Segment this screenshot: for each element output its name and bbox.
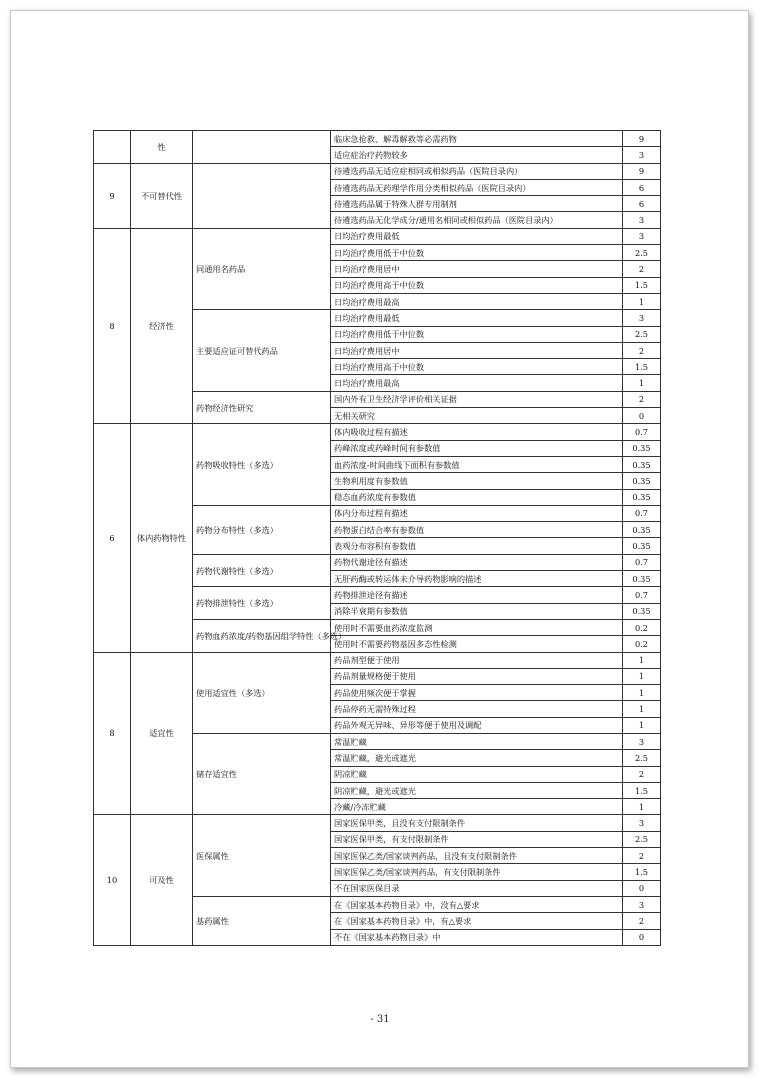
score-cell: 0.35 (623, 473, 661, 489)
score-cell: 1 (623, 375, 661, 391)
drug-evaluation-table (93, 130, 661, 946)
page-number: - 31 (370, 1014, 390, 1025)
criteria-cell: 常温贮藏，避光或遮光 (331, 750, 623, 766)
sub-indicator-cell (193, 163, 331, 228)
criteria-cell: 日均治疗费用最低 (331, 310, 623, 326)
criteria-cell: 药品外观无异味、异形等便于使用及调配 (331, 717, 623, 733)
indicator-cell: 经济性 (131, 228, 193, 424)
sub-indicator-cell: 医保属性 (193, 815, 331, 896)
weight-cell: 6 (94, 424, 131, 652)
criteria-cell: 日均治疗费用低于中位数 (331, 326, 623, 342)
indicator-cell: 适宜性 (131, 652, 193, 815)
score-cell: 0.35 (623, 538, 661, 554)
weight-cell: 8 (94, 652, 131, 815)
criteria-cell: 日均治疗费用居中 (331, 261, 623, 277)
score-cell: 3 (623, 147, 661, 163)
score-cell: 2.5 (623, 245, 661, 261)
score-cell: 6 (623, 196, 661, 212)
score-cell: 9 (623, 131, 661, 147)
criteria-cell: 不在《国家基本药物目录》中 (331, 929, 623, 945)
criteria-cell: 药品剂型便于使用 (331, 652, 623, 668)
criteria-cell: 国家医保甲类，有支付限制条件 (331, 831, 623, 847)
score-cell: 0 (623, 408, 661, 424)
score-cell: 1.5 (623, 359, 661, 375)
criteria-cell: 无相关研究 (331, 408, 623, 424)
score-cell: 3 (623, 896, 661, 912)
criteria-cell: 国家医保乙类/国家谈判药品，且没有支付限制条件 (331, 848, 623, 864)
score-cell: 2 (623, 391, 661, 407)
table-row (94, 131, 661, 147)
criteria-cell: 生物利用度有参数值 (331, 473, 623, 489)
indicator-cell: 体内药物特性 (131, 424, 193, 652)
table-row (94, 228, 661, 244)
score-cell: 0 (623, 929, 661, 945)
criteria-cell: 待遴选药品无药理学作用分类相似药品（医院目录内） (331, 179, 623, 195)
criteria-cell: 日均治疗费用高于中位数 (331, 277, 623, 293)
sub-indicator-cell: 药物代谢特性（多选） (193, 554, 331, 587)
criteria-cell: 待遴选药品无适应症相同或相似药品（医院目录内） (331, 163, 623, 179)
score-cell: 2 (623, 913, 661, 929)
score-cell: 2.5 (623, 750, 661, 766)
sub-indicator-cell: 使用适宜性（多选） (193, 652, 331, 733)
criteria-cell: 消除半衰期有参数值 (331, 603, 623, 619)
score-cell: 3 (623, 212, 661, 228)
score-cell: 0.7 (623, 424, 661, 440)
criteria-cell: 待遴选药品无化学成分/通用名相同或相似药品（医院目录内） (331, 212, 623, 228)
score-cell: 2 (623, 261, 661, 277)
score-cell: 0.35 (623, 571, 661, 587)
sub-indicator-cell: 储存适宜性 (193, 733, 331, 814)
criteria-cell: 药品使用频次便于掌握 (331, 685, 623, 701)
criteria-cell: 血药浓度-时间曲线下面积有参数值 (331, 456, 623, 472)
score-cell: 1 (623, 799, 661, 815)
score-cell: 1 (623, 293, 661, 309)
criteria-cell: 表观分布容积有参数值 (331, 538, 623, 554)
criteria-cell: 使用时不需要药物基因多态性检测 (331, 636, 623, 652)
sub-indicator-cell: 药物血药浓度/药物基因组学特性（多选） (193, 619, 331, 652)
score-cell: 3 (623, 228, 661, 244)
criteria-cell: 药物蛋白结合率有参数值 (331, 522, 623, 538)
score-cell: 0.35 (623, 440, 661, 456)
weight-cell: 9 (94, 163, 131, 228)
score-cell: 2 (623, 766, 661, 782)
score-cell: 2 (623, 342, 661, 358)
sub-indicator-cell: 药物分布特性（多选） (193, 505, 331, 554)
table-row (94, 163, 661, 179)
criteria-cell: 日均治疗费用最高 (331, 375, 623, 391)
table-row (94, 424, 661, 440)
score-cell: 0.35 (623, 522, 661, 538)
criteria-cell: 国家医保乙类/国家谈判药品，有支付限制条件 (331, 864, 623, 880)
criteria-cell: 无肝药酶或转运体未介导药物影响的描述 (331, 571, 623, 587)
criteria-cell: 国家医保甲类，且没有支付限制条件 (331, 815, 623, 831)
sub-indicator-cell: 药物经济性研究 (193, 391, 331, 424)
weight-cell: 8 (94, 228, 131, 424)
score-cell: 0.2 (623, 619, 661, 635)
criteria-cell: 冷藏/冷冻贮藏 (331, 799, 623, 815)
sub-indicator-cell: 主要适应证可替代药品 (193, 310, 331, 391)
criteria-cell: 在《国家基本药物目录》中，有△要求 (331, 913, 623, 929)
criteria-cell: 临床急抢救、解毒解救等必需药物 (331, 131, 623, 147)
score-cell: 9 (623, 163, 661, 179)
criteria-cell: 稳态血药浓度有参数值 (331, 489, 623, 505)
score-cell: 3 (623, 733, 661, 749)
criteria-cell: 使用时不需要血药浓度监测 (331, 619, 623, 635)
table-body (94, 131, 661, 946)
score-cell: 1 (623, 717, 661, 733)
criteria-cell: 日均治疗费用最高 (331, 293, 623, 309)
criteria-cell: 药物代谢途径有描述 (331, 554, 623, 570)
sub-indicator-cell (193, 131, 331, 164)
indicator-cell: 可及性 (131, 815, 193, 945)
score-cell: 0.2 (623, 636, 661, 652)
sub-indicator-cell: 同通用名药品 (193, 228, 331, 309)
criteria-cell: 药品剂量规格便于使用 (331, 668, 623, 684)
score-cell: 1 (623, 685, 661, 701)
indicator-cell: 性 (131, 131, 193, 164)
criteria-cell: 日均治疗费用低于中位数 (331, 245, 623, 261)
criteria-cell: 体内吸收过程有描述 (331, 424, 623, 440)
score-cell: 3 (623, 815, 661, 831)
criteria-cell: 药品停药无需特殊过程 (331, 701, 623, 717)
weight-cell: 10 (94, 815, 131, 945)
criteria-cell: 常温贮藏 (331, 733, 623, 749)
score-cell: 0.7 (623, 587, 661, 603)
score-cell: 6 (623, 179, 661, 195)
criteria-cell: 阴凉贮藏 (331, 766, 623, 782)
criteria-cell: 日均治疗费用居中 (331, 342, 623, 358)
criteria-cell: 日均治疗费用高于中位数 (331, 359, 623, 375)
score-cell: 0.35 (623, 603, 661, 619)
score-cell: 1 (623, 668, 661, 684)
score-cell: 2 (623, 848, 661, 864)
score-cell: 0.7 (623, 554, 661, 570)
sub-indicator-cell: 药物排泄特性（多选） (193, 587, 331, 620)
criteria-cell: 适应症治疗药物较多 (331, 147, 623, 163)
score-cell: 1.5 (623, 782, 661, 798)
score-cell: 2.5 (623, 831, 661, 847)
score-cell: 0.35 (623, 456, 661, 472)
score-cell: 0 (623, 880, 661, 896)
weight-cell (94, 131, 131, 164)
criteria-cell: 待遴选药品属于特殊人群专用制剂 (331, 196, 623, 212)
sub-indicator-cell: 基药属性 (193, 896, 331, 945)
criteria-cell: 体内分布过程有描述 (331, 505, 623, 521)
score-cell: 1 (623, 701, 661, 717)
table-row (94, 652, 661, 668)
criteria-cell: 日均治疗费用最低 (331, 228, 623, 244)
criteria-cell: 国内外有卫生经济学评价相关证据 (331, 391, 623, 407)
score-cell: 0.35 (623, 489, 661, 505)
score-cell: 3 (623, 310, 661, 326)
score-cell: 1 (623, 652, 661, 668)
score-cell: 0.7 (623, 505, 661, 521)
criteria-cell: 在《国家基本药物目录》中，没有△要求 (331, 896, 623, 912)
criteria-cell: 不在国家医保目录 (331, 880, 623, 896)
score-cell: 1.5 (623, 277, 661, 293)
criteria-cell: 药峰浓度或药峰时间有参数值 (331, 440, 623, 456)
criteria-cell: 药物排泄途径有描述 (331, 587, 623, 603)
criteria-cell: 阴凉贮藏，避光或遮光 (331, 782, 623, 798)
indicator-cell: 不可替代性 (131, 163, 193, 228)
table-row (94, 815, 661, 831)
score-cell: 1.5 (623, 864, 661, 880)
sub-indicator-cell: 药物吸收特性（多选） (193, 424, 331, 505)
score-cell: 2.5 (623, 326, 661, 342)
